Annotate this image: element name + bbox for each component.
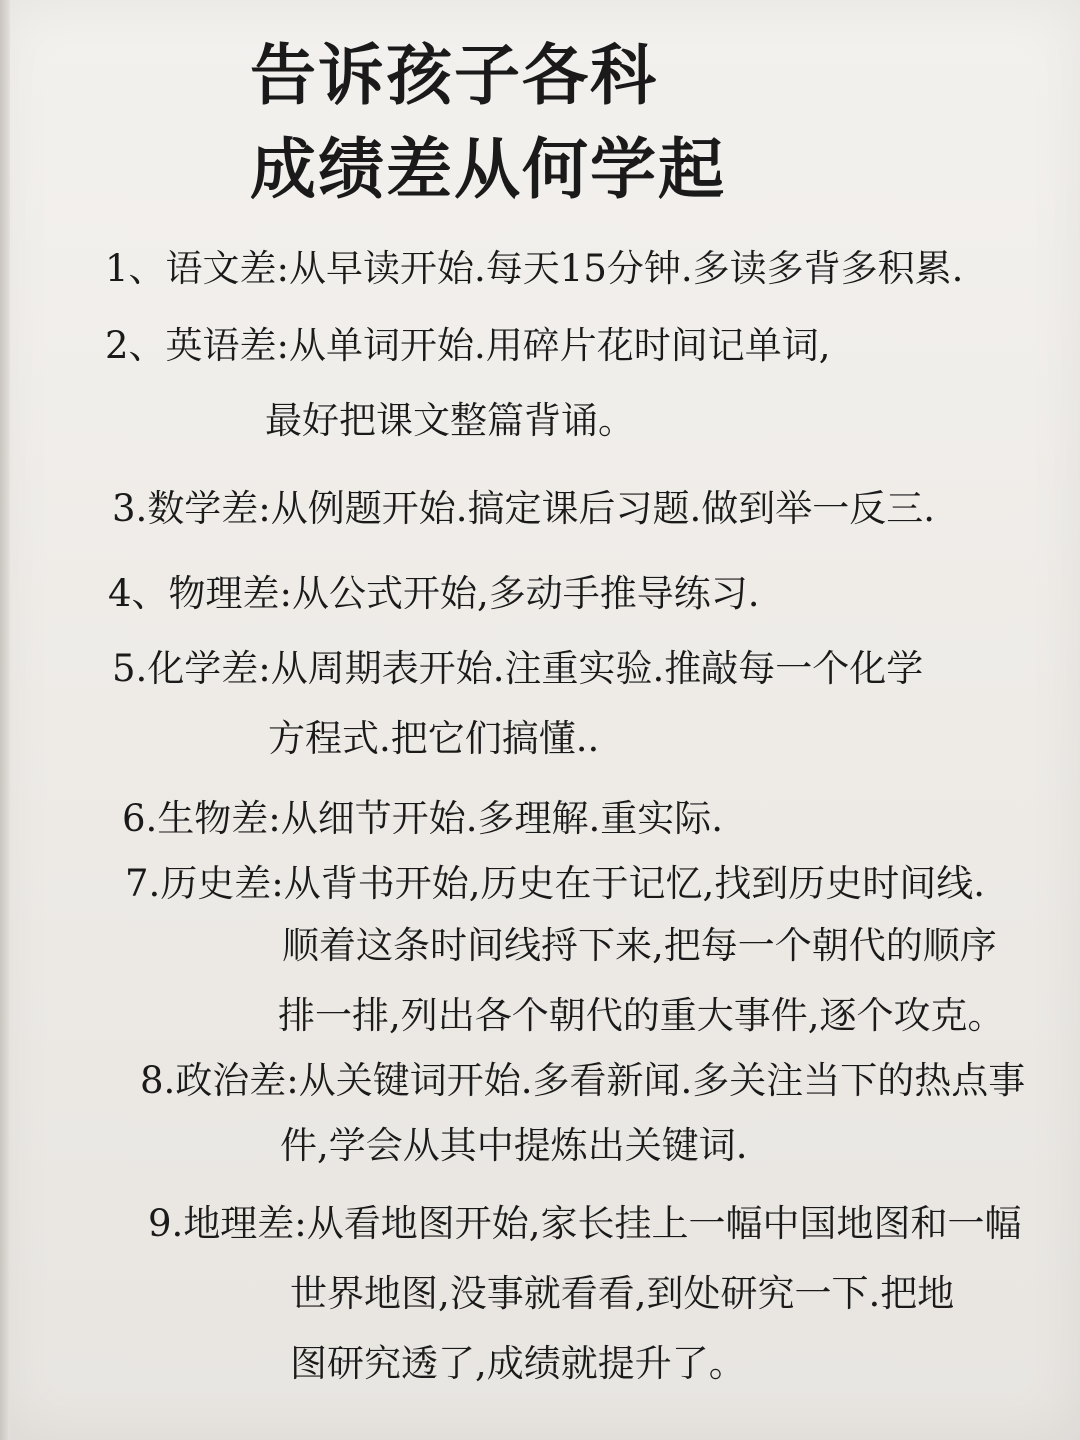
notebook-binding-edge [0,0,10,1440]
item-8-row [140,1059,1026,1102]
item-number: 9. [148,1202,184,1245]
item-number: 8. [140,1059,176,1102]
title-line-2: 成绩差从何学起 [250,130,726,208]
item-text: 从例题开始.搞定课后习题.做到举一反三. [270,487,936,530]
item-subject: 英语差: [165,324,290,367]
item-number: 3. [112,487,148,530]
item-9-continuation-1: 世界地图,没事就看看,到处研究一下.把地 [290,1272,955,1315]
item-5-row [112,647,924,690]
item-8-continuation: 件,学会从其中提炼出关键词. [280,1124,748,1167]
item-number: 1、 [105,247,166,290]
item-5-continuation: 方程式.把它们搞懂.. [268,717,600,760]
item-subject: 数学差: [147,487,271,530]
item-subject: 化学差: [147,647,271,690]
item-number: 6. [122,797,158,840]
item-subject: 物理差: [168,572,293,615]
item-subject: 地理差: [183,1202,307,1245]
item-4-row [108,572,760,615]
item-text: 从单词开始.用碎片花时间记单词, [289,324,831,367]
item-text: 从看地图开始,家长挂上一幅中国地图和一幅 [306,1202,1022,1245]
item-7-continuation-2: 排一排,列出各个朝代的重大事件,逐个攻克。 [278,994,1005,1037]
item-6-row [122,797,724,840]
item-number: 2、 [105,324,166,367]
item-9-continuation-2: 图研究透了,成绩就提升了。 [290,1342,746,1385]
item-text: 从关键词开始.多看新闻.多关注当下的热点事 [298,1059,1026,1102]
item-7-row [125,862,986,905]
item-3-row [112,487,936,530]
item-subject: 语文差: [165,247,290,290]
item-text: 从背书开始,历史在于记忆,找到历史时间线. [283,862,986,905]
item-2-continuation: 最好把课文整篇背诵。 [265,399,635,442]
item-2-row [105,324,831,367]
item-number: 7. [125,862,161,905]
item-7-continuation-1: 顺着这条时间线捋下来,把每一个朝代的顺序 [282,924,997,967]
item-number: 4、 [108,572,169,615]
item-text: 从细节开始.多理解.重实际. [280,797,724,840]
item-text: 从公式开始,多动手推导练习. [292,572,760,615]
title-line-1: 告诉孩子各科 [250,36,658,114]
item-subject: 生物差: [157,797,281,840]
item-number: 5. [112,647,148,690]
item-subject: 历史差: [160,862,284,905]
item-text: 从早读开始.每天15分钟.多读多背多积累. [289,247,964,290]
item-9-row [148,1202,1022,1245]
item-1-row [105,247,964,290]
item-subject: 政治差: [175,1059,299,1102]
item-text: 从周期表开始.注重实验.推敲每一个化学 [270,647,924,690]
